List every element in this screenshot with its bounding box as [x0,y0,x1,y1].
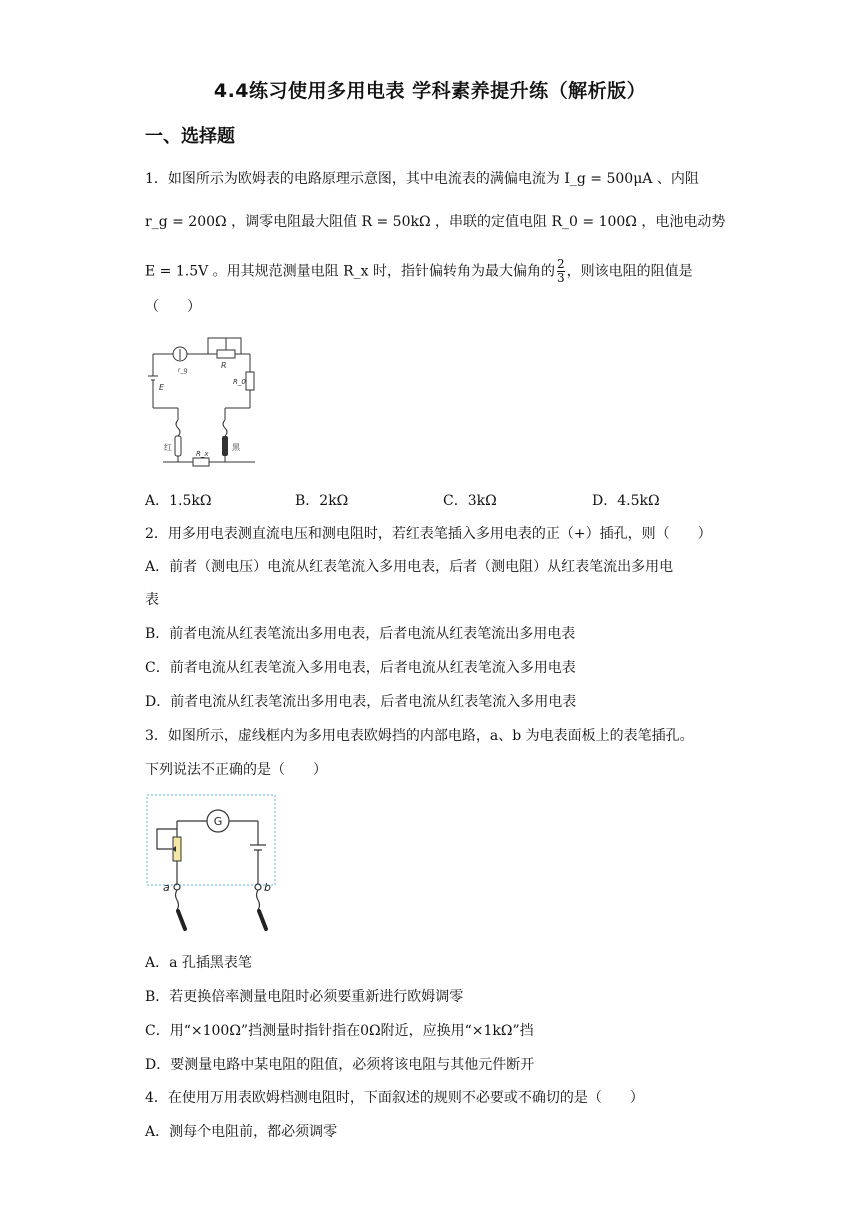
q1-option-c: C．3kΩ [443,493,497,509]
q1-fraction-denominator: 3 [557,271,565,285]
q2-option-a-line-2: 表 [145,592,159,608]
q3-option-d: D．要测量电路中某电阻的阻值，必须将该电阻与其他元件断开 [145,1057,535,1073]
q2-option-b: B．前者电流从红表笔流出多用电表，后者电流从红表笔流出多用电表 [145,626,576,642]
probe-a-icon [178,911,185,929]
q3-option-b: B．若更换倍率测量电阻时必须要重新进行欧姆调零 [145,989,464,1005]
q4-stem: 4．在使用万用表欧姆档测电阻时，下面叙述的规则不必要或不确切的是（ ） [145,1090,644,1106]
q1-line-2: r_g = 200Ω ，调零电阻最大阻值 R = 50kΩ ，串联的定值电阻 R_0 = 100Ω ，电池电动势 [145,214,726,230]
q1-line-1: 1．如图所示为欧姆表的电路原理示意图，其中电流表的满偏电流为 I_g = 500μA 、内阻 [145,171,699,187]
q2-option-c: C．前者电流从红表笔流入多用电表，后者电流从红表笔流入多用电表 [145,660,576,676]
label-R: R [221,361,227,370]
q3-line-1: 3．如图所示，虚线框内为多用电表欧姆挡的内部电路，a、b 为电表面板上的表笔插孔。 [145,728,694,744]
q3-line-2: 下列说法不正确的是（ ） [145,762,327,778]
label-red: 红 [164,443,172,452]
q4-option-a: A．测每个电阻前，都必须调零 [145,1124,338,1140]
q1-fraction [557,258,565,285]
label-Rx: R_x [196,450,209,458]
q2-stem: 2．用多用电表测直流电压和测电阻时，若红表笔插入多用电表的正（+）插孔，则（ ） [145,526,712,542]
q1-line-3a: E = 1.5V 。用其规范测量电阻 R_x 时，指针偏转角为最大偏角的 [145,263,556,280]
q1-line-3 [145,258,693,285]
label-black: 黑 [232,443,240,452]
document-title: 4.4练习使用多用电表 学科素养提升练（解析版） [213,80,647,102]
terminal-b-label: b [264,881,271,894]
q1-option-a: A．1.5kΩ [145,493,212,509]
q1-line-4: （ ） [145,299,201,315]
q1-line-3b: ，则该电阻的阻值是 [566,263,693,280]
q1-circuit-figure [145,330,265,470]
probe-b-icon [259,911,266,929]
section-heading: 一、选择题 [145,126,235,147]
q1-option-d: D．4.5kΩ [592,493,660,509]
q3-circuit-figure [145,793,280,938]
q1-option-b: B．2kΩ [295,493,349,509]
q3-option-c: C．用“×100Ω”挡测量时指针指在0Ω附近，应换用“×1kΩ”挡 [145,1023,534,1039]
label-R0: R_0 [233,378,246,386]
q2-option-a-line-1: A．前者（测电压）电流从红表笔流入多用电表，后者（测电阻）从红表笔流出多用电 [145,559,674,575]
label-rg: r_g [178,367,188,374]
black-probe-icon [222,436,228,456]
q3-option-a: A．a 孔插黑表笔 [145,955,252,971]
terminal-a-label: a [163,881,170,894]
galvanometer-label: G [213,815,223,828]
label-E: E [159,383,165,392]
q1-fraction-numerator: 2 [557,257,565,271]
q2-option-d: D．前者电流从红表笔流出多用电表，后者电流从红表笔流入多用电表 [145,694,577,710]
